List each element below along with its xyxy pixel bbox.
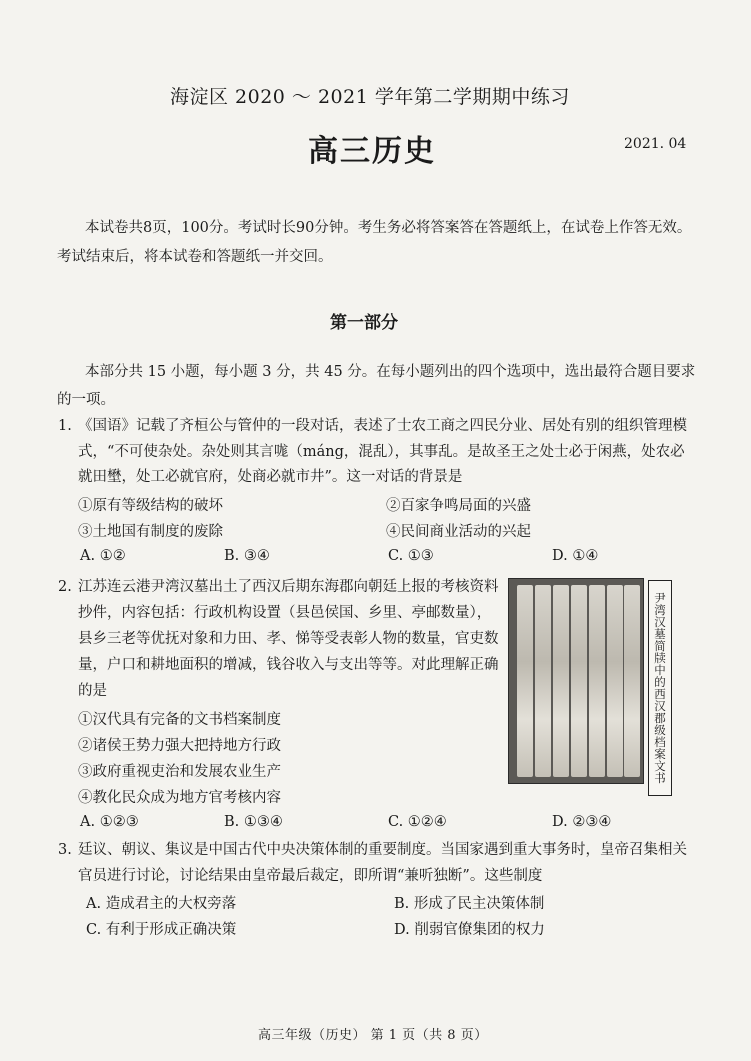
question-2-item: ③政府重视吏治和发展农业生产 [78, 764, 281, 780]
page-footer: 高三年级（历史） 第 1 页（共 8 页） [258, 1028, 488, 1043]
question-2-option-d: D. ②③④ [552, 814, 612, 830]
exam-date: 2021. 04 [624, 136, 687, 152]
question-1-item: ③土地国有制度的废除 [78, 524, 223, 540]
question-number: 1. [58, 418, 72, 434]
question-number: 3. [58, 842, 72, 858]
question-3-stem [58, 838, 690, 889]
question-3-option-c: C. 有利于形成正确决策 [86, 922, 237, 938]
question-1-stem [58, 414, 690, 491]
question-2-stem [58, 574, 500, 704]
question-3-option-a: A. 造成君主的大权旁落 [86, 896, 237, 912]
question-2-option-a: A. ①②③ [80, 814, 139, 830]
question-1-option-c: C. ①③ [388, 548, 434, 564]
question-2-item: ②诸侯王势力强大把持地方行政 [78, 738, 281, 754]
question-2-item: ①汉代具有完备的文书档案制度 [78, 712, 281, 728]
question-text: 江苏连云港尹湾汉墓出土了西汉后期东海郡向朝廷上报的考核资料抄件，内容包括：行政机构设置（县邑侯国、乡里、亭邮数量），县乡三老等优抚对象和力田、孝、悌等受表彰人物的数量，官吏数量，户口和耕地面积的增减，钱谷收入与支出等等。对此理解正确的是 [78, 579, 499, 699]
part-title: 第一部分 [330, 313, 398, 333]
question-text: 《国语》记载了齐桓公与管仲的一段对话，表述了士农工商之四民分业、居处有别的组织管理模式，“不可使杂处。杂处则其言哤（máng，混乱），其事乱。是故圣王之处士必于闲燕，处农必就田壄，处工必就官府，处商必就市井”。这一对话的背景是 [78, 418, 687, 485]
question-1-item: ④民间商业活动的兴起 [386, 524, 531, 540]
figure-caption: 尹湾汉墓简牍中的西汉郡级档案文书 [648, 580, 672, 796]
question-2-item: ④教化民众成为地方官考核内容 [78, 790, 281, 806]
question-3-option-b: B. 形成了民主决策体制 [394, 896, 545, 912]
question-text: 廷议、朝议、集议是中国古代中央决策体制的重要制度。当国家遇到重大事务时，皇帝召集相关官员进行讨论，讨论结果由皇帝最后裁定，即所谓“兼听独断”。这些制度 [78, 842, 687, 884]
question-1-option-b: B. ③④ [224, 548, 270, 564]
part-intro: 本部分共 15 小题，每小题 3 分，共 45 分。在每小题列出的四个选项中，选出最符合题目要求的一项。 [57, 364, 696, 408]
question-1-option-a: A. ①② [80, 548, 126, 564]
question-2-option-b: B. ①③④ [224, 814, 283, 830]
question-3-option-d: D. 削弱官僚集团的权力 [394, 922, 545, 938]
question-1-item: ②百家争鸣局面的兴盛 [386, 498, 531, 514]
exam-instructions: 本试卷共8页，100分。考试时长90分钟。考生务必将答案答在答题纸上，在试卷上作答无效。考试结束后，将本试卷和答题纸一并交回。 [57, 220, 692, 265]
question-2-option-c: C. ①②④ [388, 814, 447, 830]
question-1-option-d: D. ①④ [552, 548, 599, 564]
exam-header-title: 海淀区 2020 ～ 2021 学年第二学期期中练习 [170, 86, 570, 108]
question-1-item: ①原有等级结构的破坏 [78, 498, 223, 514]
bamboo-slip-image [508, 578, 644, 784]
subject-title: 高三历史 [308, 134, 436, 169]
question-number: 2. [58, 579, 72, 595]
